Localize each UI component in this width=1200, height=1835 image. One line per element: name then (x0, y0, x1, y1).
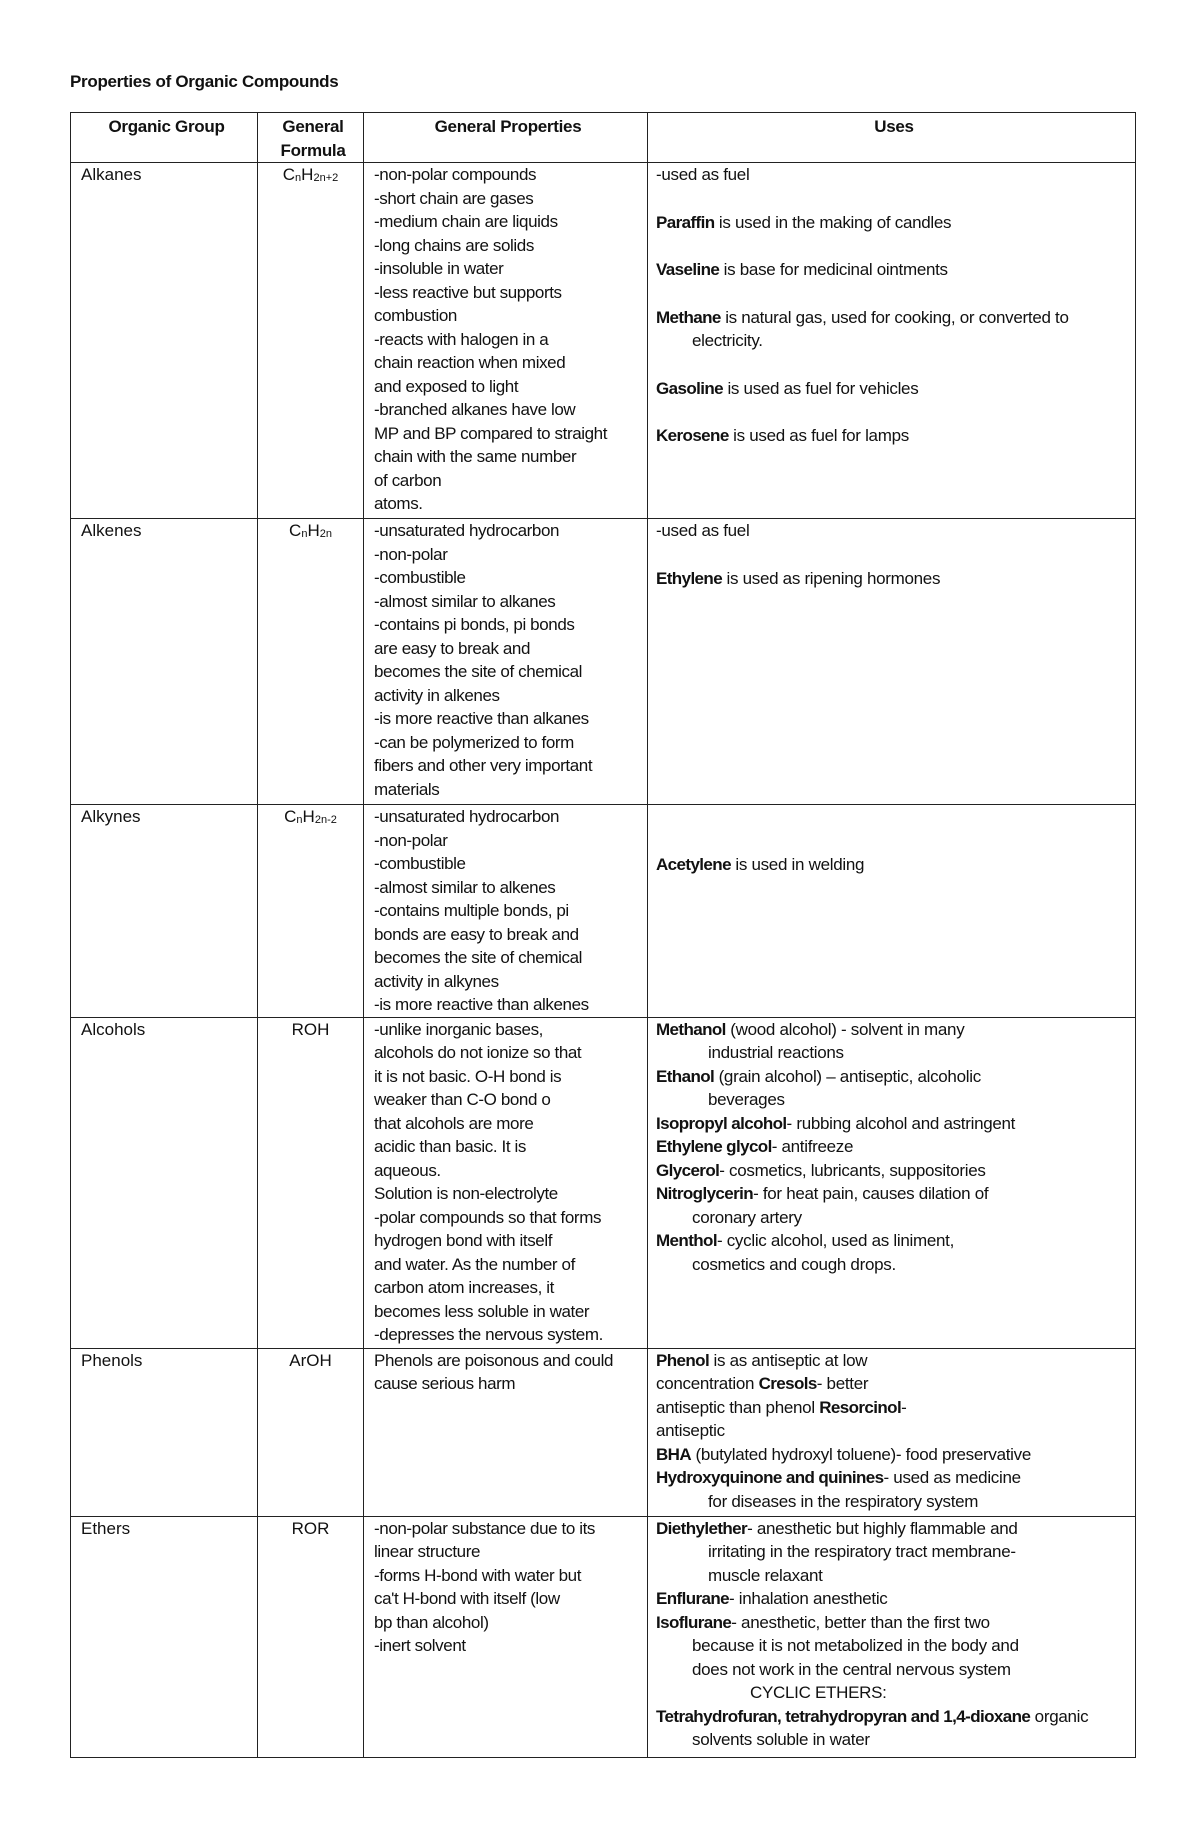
use-line: CYCLIC ETHERS: (750, 1683, 887, 1702)
use-line: Phenol is as antiseptic at low (656, 1350, 868, 1370)
property-line: are easy to break and (374, 638, 531, 658)
property-line: combustion (374, 306, 457, 325)
use-line: Acetylene is used in welding (656, 855, 865, 874)
general-properties-cell (364, 163, 648, 519)
use-line: Kerosene is used as fuel for lamps (656, 426, 909, 445)
property-line: alcohols do not ionize so that (374, 1043, 582, 1062)
uses-cell (648, 163, 1136, 519)
property-line: -non-polar (374, 830, 448, 850)
organic-group-cell: Alkanes (71, 163, 258, 519)
property-line: fibers and other very important (374, 756, 593, 775)
blank-line (656, 282, 1133, 306)
uses-cell (648, 519, 1136, 805)
property-line: -non-polar substance due to its (374, 1518, 596, 1538)
property-line: -almost similar to alkenes (374, 877, 556, 897)
property-line: -depresses the nervous system. (374, 1325, 603, 1344)
use-line: Paraffin is used in the making of candles (656, 212, 952, 232)
property-line: -non-polar compounds (374, 165, 537, 184)
property-line: -inert solvent (374, 1636, 466, 1655)
organic-group-cell: Alcohols (71, 1017, 258, 1348)
property-line: -forms H-bond with water but (374, 1565, 582, 1585)
property-line: becomes the site of chemical (374, 948, 583, 967)
use-line: Tetrahydrofuran, tetrahydropyran and 1,4-dioxane organic (656, 1706, 1089, 1726)
property-line: chain with the same number (374, 447, 577, 466)
organic-group-cell: Alkynes (71, 805, 258, 1018)
blank-line (656, 187, 1133, 211)
property-line: -unsaturated hydrocarbon (374, 807, 560, 826)
table-row (71, 1348, 1136, 1516)
blank-line (656, 829, 1133, 853)
property-line: activity in alkynes (374, 971, 499, 991)
general-formula-cell: $C_nH_{2n+2}$ (258, 163, 364, 519)
property-line: -can be polymerized to form (374, 732, 574, 752)
use-line: antiseptic (656, 1421, 725, 1440)
property-line: cause serious harm (374, 1374, 516, 1393)
property-line: -combustible (374, 854, 466, 873)
header-general-formula: General Formula (258, 113, 364, 163)
property-line: aqueous. (374, 1160, 441, 1180)
property-line: acidic than basic. It is (374, 1137, 526, 1156)
use-line: does not work in the central nervous system (692, 1659, 1011, 1679)
general-formula-cell: ROR (258, 1516, 364, 1757)
use-line: Hydroxyquinone and quinines- used as medicine (656, 1468, 1021, 1487)
use-line: irritating in the respiratory tract membrane- (708, 1542, 1016, 1561)
use-line: concentration Cresols- better (656, 1374, 869, 1393)
property-line: becomes the site of chemical (374, 662, 583, 681)
use-line: -used as fuel (656, 165, 750, 184)
property-line: hydrogen bond with itself (374, 1231, 553, 1250)
property-line: -is more reactive than alkenes (374, 995, 589, 1014)
use-line: solvents soluble in water (692, 1730, 870, 1749)
use-line: Ethanol (grain alcohol) – antiseptic, alcoholic (656, 1066, 981, 1086)
property-line: -non-polar (374, 544, 448, 564)
use-line: Enflurane- inhalation anesthetic (656, 1589, 888, 1608)
general-formula-cell: ROH (258, 1017, 364, 1348)
general-properties-cell (364, 1516, 648, 1757)
use-line: BHA (butylated hydroxyl toluene)- food preservative (656, 1444, 1031, 1464)
general-formula-cell: $C_nH_{2n}$ (258, 519, 364, 805)
property-line: -short chain are gases (374, 188, 534, 208)
property-line: -less reactive but supports (374, 282, 562, 302)
use-line: Methane is natural gas, used for cooking, or converted to (656, 307, 1069, 327)
use-line: Gasoline is used as fuel for vehicles (656, 378, 919, 398)
property-line: Phenols are poisonous and could (374, 1350, 614, 1370)
use-line: Vaseline is base for medicinal ointments (656, 260, 948, 279)
property-line: ca't H-bond with itself (low (374, 1589, 560, 1608)
property-line: and exposed to light (374, 376, 519, 396)
property-line: linear structure (374, 1542, 481, 1561)
table-header-row (71, 113, 1136, 163)
use-line: industrial reactions (708, 1043, 844, 1062)
properties-table (70, 112, 1136, 1758)
uses-cell (648, 1017, 1136, 1348)
property-line: it is not basic. O-H bond is (374, 1066, 562, 1086)
blank-line (656, 234, 1133, 258)
property-line: MP and BP compared to straight (374, 423, 608, 443)
use-line: Nitroglycerin- for heat pain, causes dilation of (656, 1184, 989, 1203)
blank-line (656, 353, 1133, 377)
property-line: -long chains are solids (374, 235, 534, 255)
table-row (71, 163, 1136, 519)
property-line: weaker than C-O bond o (374, 1090, 551, 1109)
property-line: -polar compounds so that forms (374, 1207, 602, 1227)
property-line: -almost similar to alkanes (374, 591, 556, 611)
property-line: of carbon (374, 470, 442, 490)
header-organic-group: Organic Group (71, 113, 258, 163)
property-line: -contains multiple bonds, pi (374, 901, 569, 920)
use-line: Ethylene is used as ripening hormones (656, 568, 941, 588)
general-properties-cell (364, 805, 648, 1018)
use-line: coronary artery (692, 1207, 802, 1227)
property-line: -medium chain are liquids (374, 212, 558, 231)
use-line: beverages (708, 1090, 785, 1109)
table-row (71, 1516, 1136, 1757)
uses-cell (648, 805, 1136, 1018)
header-general-properties: General Properties (364, 113, 648, 163)
uses-cell (648, 1516, 1136, 1757)
table-row (71, 519, 1136, 805)
general-properties-cell (364, 1017, 648, 1348)
use-line: Isoflurane- anesthetic, better than the first two (656, 1612, 990, 1632)
general-properties-cell (364, 1348, 648, 1516)
property-line: atoms. (374, 494, 423, 513)
organic-group-cell: Phenols (71, 1348, 258, 1516)
property-line: that alcohols are more (374, 1113, 534, 1133)
use-line: Isopropyl alcohol- rubbing alcohol and astringent (656, 1113, 1016, 1133)
property-line: -reacts with halogen in a (374, 329, 549, 349)
use-line: electricity. (692, 331, 763, 350)
table-row (71, 805, 1136, 1018)
property-line: -unsaturated hydrocarbon (374, 521, 560, 540)
header-uses: Uses (648, 113, 1136, 163)
use-line: Glycerol- cosmetics, lubricants, suppositories (656, 1160, 986, 1180)
use-line: Ethylene glycol- antifreeze (656, 1137, 854, 1156)
table-row (71, 1017, 1136, 1348)
blank-line (656, 400, 1133, 424)
property-line: bp than alcohol) (374, 1612, 489, 1632)
use-line: Diethylether- anesthetic but highly flammable and (656, 1518, 1018, 1538)
property-line: Solution is non-electrolyte (374, 1184, 558, 1203)
general-formula-cell: $C_nH_{2n-2}$ (258, 805, 364, 1018)
use-line: muscle relaxant (708, 1565, 823, 1585)
use-line: antiseptic than phenol Resorcinol- (656, 1397, 907, 1417)
property-line: -branched alkanes have low (374, 400, 576, 419)
property-line: -combustible (374, 568, 466, 587)
property-line: -contains pi bonds, pi bonds (374, 615, 575, 634)
property-line: becomes less soluble in water (374, 1301, 590, 1321)
blank-line (656, 805, 1133, 829)
use-line: -used as fuel (656, 521, 750, 540)
property-line: bonds are easy to break and (374, 924, 579, 944)
property-line: carbon atom increases, it (374, 1278, 554, 1297)
page-title: Properties of Organic Compounds (70, 72, 339, 91)
property-line: materials (374, 779, 440, 799)
use-line: Menthol- cyclic alcohol, used as liniment, (656, 1231, 954, 1250)
use-line: for diseases in the respiratory system (708, 1491, 979, 1511)
use-line: because it is not metabolized in the body and (692, 1636, 1019, 1655)
property-line: -unlike inorganic bases, (374, 1019, 543, 1039)
blank-line (656, 543, 1133, 567)
property-line: and water. As the number of (374, 1254, 575, 1274)
property-line: -insoluble in water (374, 259, 504, 278)
organic-group-cell: Ethers (71, 1516, 258, 1757)
use-line: cosmetics and cough drops. (692, 1254, 896, 1274)
use-line: Methanol (wood alcohol) - solvent in many (656, 1019, 965, 1039)
property-line: chain reaction when mixed (374, 353, 566, 372)
uses-cell (648, 1348, 1136, 1516)
property-line: activity in alkenes (374, 685, 500, 705)
general-properties-cell (364, 519, 648, 805)
property-line: -is more reactive than alkanes (374, 709, 589, 728)
general-formula-cell: ArOH (258, 1348, 364, 1516)
organic-group-cell: Alkenes (71, 519, 258, 805)
